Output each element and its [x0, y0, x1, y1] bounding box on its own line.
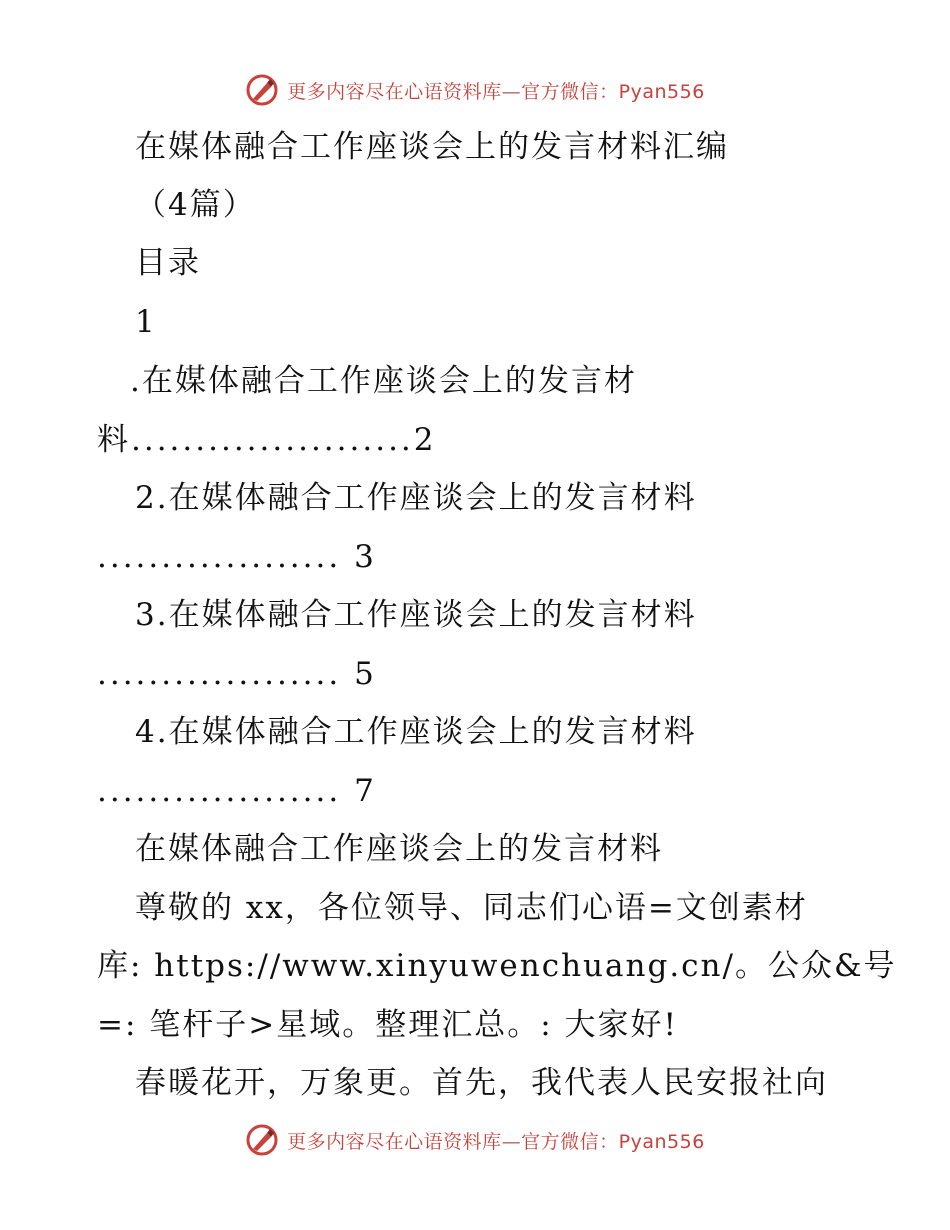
- pen-logo-icon: [245, 1123, 279, 1157]
- footer-banner-separator: —: [501, 1130, 522, 1153]
- footer-banner-wechat: 官方微信：Pyan556: [521, 1130, 705, 1153]
- paragraph-2-line-1: 春暖花开，万象更。首先，我代表人民安报社向: [135, 1065, 828, 1101]
- toc-item-1-leader: 料......................2: [97, 422, 437, 458]
- toc-heading: 目录: [135, 245, 201, 281]
- footer-banner-main: 更多内容尽在心语资料库: [287, 1130, 502, 1153]
- toc-item-3-title[interactable]: 3.在媒体融合工作座谈会上的发言材料: [135, 597, 697, 633]
- paragraph-1-line-2: 库: https://www.xinyuwenchuang.cn/。公众&号: [97, 948, 897, 984]
- toc-item-2-title[interactable]: 2.在媒体融合工作座谈会上的发言材料: [135, 480, 697, 516]
- doc-title-line-1: 在媒体融合工作座谈会上的发言材料汇编: [135, 129, 729, 165]
- toc-item-4-leader: ................... 7: [97, 773, 377, 809]
- section-title: 在媒体融合工作座谈会上的发言材料: [135, 831, 663, 867]
- toc-item-4-title[interactable]: 4.在媒体融合工作座谈会上的发言材料: [135, 714, 697, 750]
- footer-watermark-banner: [0, 1120, 950, 1160]
- toc-item-1-title[interactable]: .在媒体融合工作座谈会上的发言材: [130, 363, 637, 399]
- header-banner-wechat: 官方微信：Pyan556: [521, 80, 705, 103]
- doc-title-line-2: （4篇）: [135, 187, 256, 223]
- toc-item-1-number: 1: [135, 304, 155, 340]
- paragraph-1-line-3: =: 笔杆子>星域。整理汇总。: 大家好!: [97, 1007, 679, 1043]
- paragraph-1-line-1: 尊敬的 xx，各位领导、同志们心语=文创素材: [135, 890, 808, 926]
- toc-item-3-leader: ................... 5: [97, 656, 377, 692]
- header-banner-main: 更多内容尽在心语资料库: [287, 80, 502, 103]
- footer-banner-text: [287, 1127, 705, 1154]
- header-banner-separator: —: [501, 80, 522, 103]
- toc-item-2-leader: ................... 3: [97, 539, 377, 575]
